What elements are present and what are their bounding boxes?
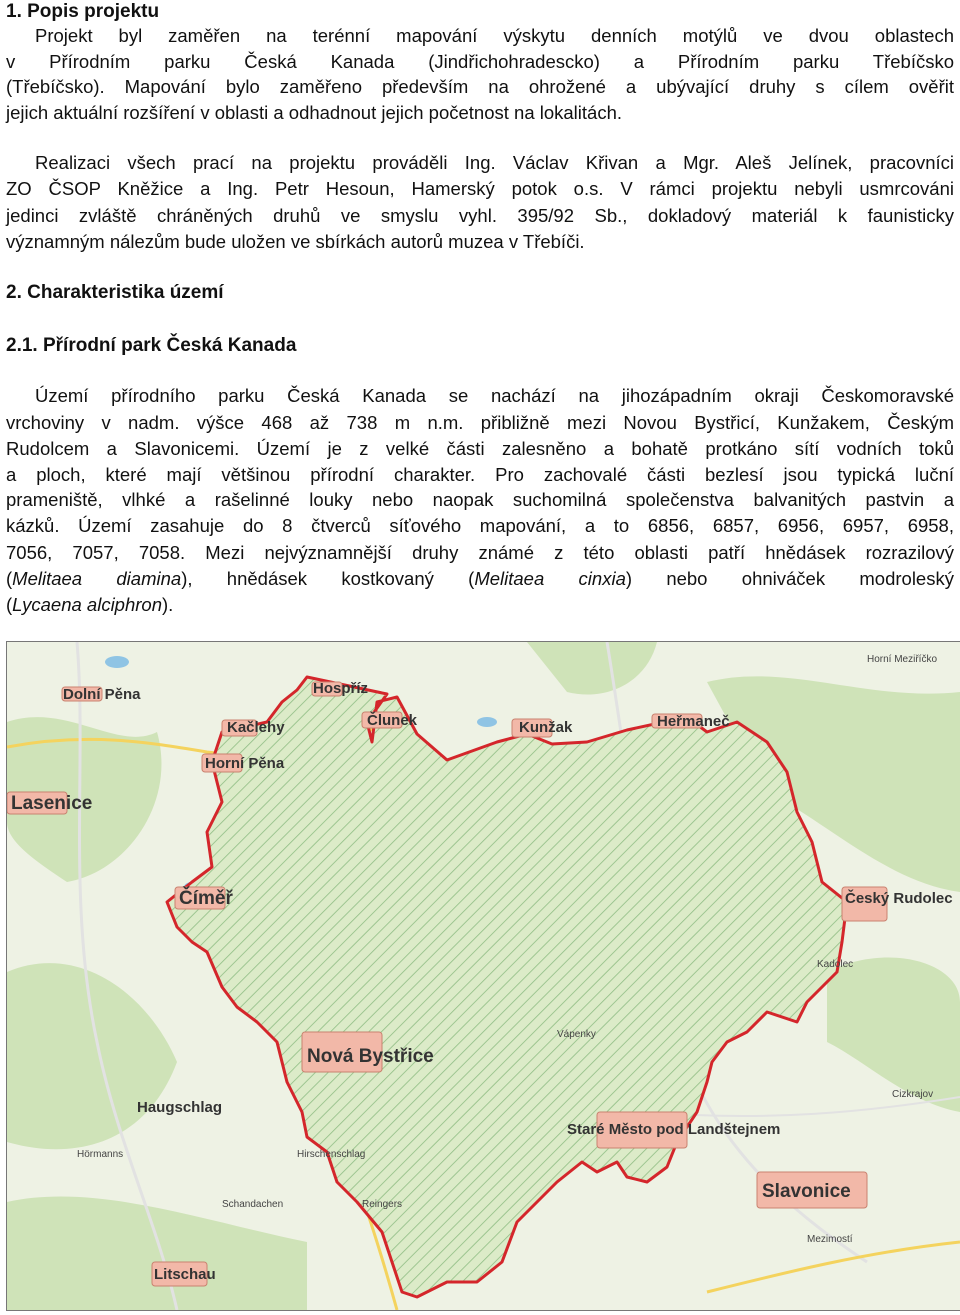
- label-horni-mezericko: Horní Meziříčko: [867, 654, 938, 665]
- label-hormanns: Hörmanns: [77, 1149, 124, 1160]
- label-kadolec: Kadolec: [817, 959, 854, 970]
- paragraph-line: a ploch, které mají většinou přírodní charakter. Pro zachovalé části bezlesí jsou typická luční: [6, 464, 954, 485]
- species-name: Melitaea cinxia: [474, 568, 626, 589]
- park-map: [6, 641, 960, 1311]
- label-schandachen: Schandachen: [222, 1199, 284, 1210]
- label-litschau: Litschau: [154, 1266, 216, 1283]
- label-cimer: Číměř: [179, 888, 233, 909]
- paragraph-line: v Přírodním parku Česká Kanada (Jindřichohradescko) a Přírodním parku Třebíčsko: [6, 51, 954, 72]
- paragraph-line: Realizaci všech prací na projektu prováděli Ing. Václav Křivan a Mgr. Aleš Jelínek, pracovníci: [35, 152, 954, 173]
- label-hospriz: Hospříz: [313, 680, 369, 697]
- label-cesky-rudolec: Český Rudolec: [845, 890, 953, 907]
- paragraph-line: (Třebíčsko). Mapování bylo zaměřeno především na ohrožené a ubývající druhy s cílem ověřit: [6, 76, 954, 97]
- paragraph-line: Projekt byl zaměřen na terénní mapování výskytu denních motýlů ve dvou oblastech: [35, 25, 954, 46]
- label-slavonice: Slavonice: [762, 1181, 851, 1202]
- label-cizkrajov: Cizkrajov: [892, 1089, 934, 1100]
- label-kacerov: Kačlehy: [227, 719, 285, 736]
- paragraph-line: ZO ČSOP Kněžice a Ing. Petr Hesoun, Hamerský potok o.s. V rámci projektu nebyli usmrcováni: [6, 178, 954, 199]
- heading-charakteristika-uzemi: 2. Charakteristika území: [6, 282, 224, 303]
- heading-ceska-kanada: 2.1. Přírodní park Česká Kanada: [6, 335, 297, 356]
- heading-popis-projektu: 1. Popis projektu: [6, 1, 160, 22]
- paragraph-line: (Lycaena alciphron).: [6, 594, 174, 615]
- paragraph-line: prameniště, vlhké a rašelinné louky nebo naopak suchomilná společenstva balvanitých pastvin a: [6, 489, 954, 510]
- label-clunek: Člunek: [367, 712, 418, 729]
- label-hermanec: Heřmaneč: [657, 713, 730, 730]
- map-svg: [7, 642, 960, 1310]
- paragraph-line: jejich aktuální rozšíření v oblasti a odhadnout jejich početnost na lokalitách.: [6, 102, 623, 123]
- label-mezimosti: Mezimostí: [807, 1234, 853, 1245]
- paragraph-line: vrchoviny v nadm. výšce 468 až 738 m n.m. přibližně mezi Novou Bystřicí, Kunžakem, Českým: [6, 412, 954, 433]
- paragraph-line: 7056, 7057, 7058. Mezi nejvýznamnější druhy známé z této oblasti patří hnědásek rozrazilový: [6, 542, 954, 563]
- label-nova-bystrice: Nová Bystřice: [307, 1046, 434, 1067]
- label-kunzak: Kunžak: [519, 719, 573, 736]
- label-dolni-pena: Dolní Pěna: [63, 686, 141, 703]
- label-reingers: Reingers: [362, 1199, 403, 1210]
- label-horni-pena: Horní Pěna: [205, 755, 285, 772]
- paragraph-line: významným nálezům bude uložen ve sbírkách autorů muzea v Třebíči.: [6, 231, 585, 252]
- species-name: Lycaena alciphron: [12, 594, 162, 615]
- species-name: Melitaea diamina: [12, 568, 182, 589]
- paragraph-line: Rudolcem a Slavonicemi. Území je z velké části zalesněno a bohatě protkáno sítí vodních toků: [6, 438, 954, 459]
- label-vapenky: Vápenky: [557, 1029, 596, 1040]
- label-haugschlag: Haugschlag: [137, 1099, 223, 1116]
- paragraph-line: (Melitaea diamina), hnědásek kostkovaný (Melitaea cinxia) nebo ohniváček modroleský: [6, 568, 954, 589]
- label-lasenice: Lasenice: [11, 793, 93, 814]
- label-hirschenschlag: Hirschenschlag: [297, 1149, 366, 1160]
- paragraph-line: jedinci zvláště chráněných druhů ve smyslu vyhl. 395/92 Sb., dokladový materiál k faunisticky: [6, 205, 954, 226]
- paragraph-line: Území přírodního parku Česká Kanada se nachází na jihozápadním okraji Českomoravské: [35, 385, 954, 406]
- paragraph-line: kázků. Území zasahuje do 8 čtverců síťového mapování, a to 6856, 6857, 6956, 6957, 6958,: [6, 515, 954, 536]
- label-stare-mesto: Staré Město pod Landštejnem: [567, 1121, 781, 1138]
